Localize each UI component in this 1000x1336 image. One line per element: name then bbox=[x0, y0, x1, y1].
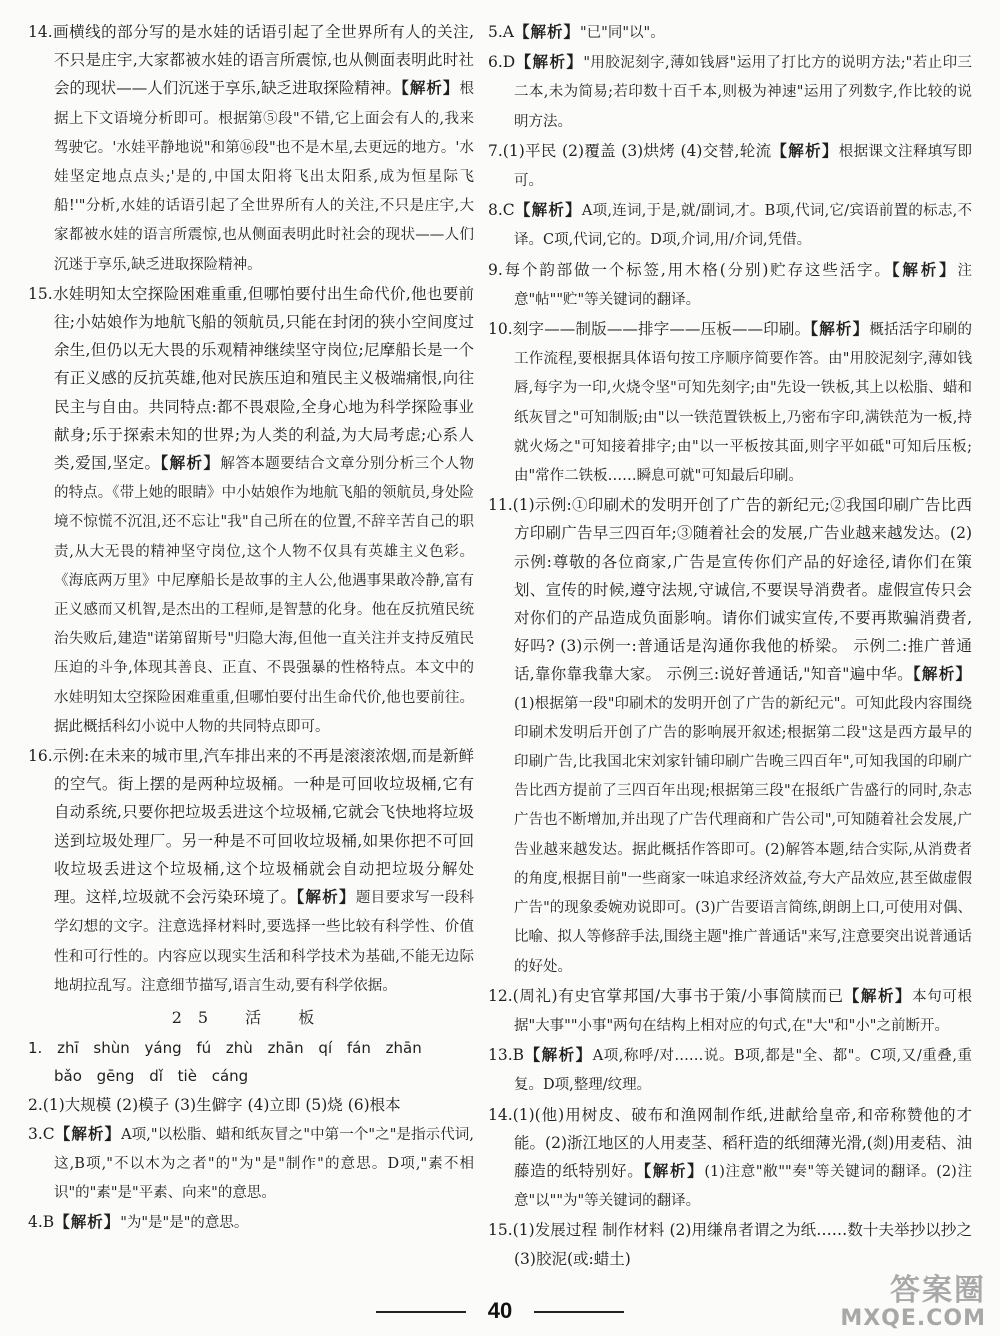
analysis-tag: 【解析】 bbox=[514, 200, 582, 220]
analysis-tag: 【解析】 bbox=[401, 78, 460, 98]
analysis-text: 根据课文注释填写即可。 bbox=[514, 143, 972, 190]
answer-text: C bbox=[42, 1124, 55, 1143]
answer-number: 6. bbox=[488, 53, 503, 72]
page-number: 40 bbox=[487, 1298, 513, 1323]
site-watermark bbox=[840, 1275, 986, 1330]
analysis-tag: 【解析】 bbox=[643, 1160, 705, 1180]
analysis-text: "为"是"是"的意思。 bbox=[120, 1215, 249, 1232]
analysis-text: 概括活字印刷的工作流程,要根据具体语句按工序顺序简要作答。由"用胶泥刻字,薄如钱唇,每字为一印,火烧令坚"可知先刻字;由"先设一铁板,其上以松脂、蜡和纸灰冒之"可知制版;由"以一铁范置铁板上,乃密布字印,满铁范为一板,持就火炀之"可知接着排字;由"以一平板按其面,则字平如砥"可知后压板;由"常作二铁板……瞬息可就"可知最后印刷。 bbox=[514, 322, 972, 485]
answer-text: (周礼)有史官掌邦国/大事书于策/小事简牍而已 bbox=[512, 986, 844, 1005]
analysis-text: A项,"以松脂、蜡和纸灰冒之"中第一个"之"是指示代词,这,B项,"不以木为之者"的"为"是"制作"的意思。D项,"素不相识"的"素"是"平素、向来"的意思。 bbox=[54, 1126, 474, 1202]
answer-item bbox=[28, 280, 474, 741]
analysis-text: "用胶泥刻字,薄如钱唇"运用了打比方的说明方法;"若止印三二本,未为简易;若印数十百千本,则极为神速"运用了列数字,作比较的说明方法。 bbox=[514, 55, 972, 130]
footer-rule-left bbox=[376, 1311, 466, 1313]
analysis-text: 解答本题要结合文章分别分析三个人物的特点。《带上她的眼睛》中小姑娘作为地航飞船的领航员,身处险境不惊慌不沉沮,还不忘让"我"自己所在的位置,不辞辛苦自己的职责,从大无畏的精神坚守岗位,这个人物不仅具有英雄主义色彩。《海底两万里》中尼摩船长是故事的主人公,他遇事果敢冷静,富有正义感而又机智,是杰出的工程师,是智慧的化身。他在反抗殖民统治失败后,建造"诺第留斯号"归隐大海,但他一直关注并支持反殖民压迫的斗争,体现其善良、正直、不畏强暴的性格特点。本文中的水娃明知太空探险困难重重,但哪怕要付出生命代价,他也要前往。据此概括科幻小说中人物的共同特点即可。 bbox=[54, 456, 474, 735]
left-column bbox=[28, 18, 474, 1239]
analysis-text: (1)注意"敝""奏"等关键词的翻译。(2)注意"以""为"等关键词的翻译。 bbox=[514, 1163, 972, 1210]
analysis-tag: 【解析】 bbox=[843, 985, 913, 1005]
answer-text: (1)平民 (2)覆盖 (3)烘烤 (4)交替,轮流 bbox=[502, 141, 772, 160]
answer-item bbox=[488, 1101, 972, 1216]
answer-text: 水娃明知太空探险困难重重,但哪怕要付出生命代价,他也要前往;小姑娘作为地航飞船的领航员,只能在封闭的狭小空间度过余生,但仍以无大畏的乐观精神继续坚守岗位;尼摩船长是一个有正义感的反抗英雄,他对民族压迫和殖民主义极端痛恨,向往民主与自由。共同特点:都不畏艰险,全身心地为科学探险事业献身;乐于探索未知的世界;为人类的利益,为大局考虑;心系人类,爱国,坚定。 bbox=[52, 284, 474, 473]
analysis-text: 本句可根据"大事""小事"两句在结构上相对应的句式,在"大"和"小"之前断开。 bbox=[514, 988, 972, 1034]
analysis-tag: 【解析】 bbox=[514, 22, 581, 41]
analysis-tag: 【解析】 bbox=[771, 140, 839, 160]
section-title: 25 活 板 bbox=[171, 1007, 331, 1027]
answer-item bbox=[488, 137, 972, 195]
analysis-tag: 【解析】 bbox=[54, 1123, 122, 1143]
answer-item bbox=[488, 256, 972, 314]
watermark-url: MXQE.COM bbox=[840, 1305, 986, 1331]
answer-item bbox=[488, 491, 972, 980]
analysis-tag: 【解析】 bbox=[810, 319, 870, 339]
answer-number: 2. bbox=[28, 1095, 43, 1114]
analysis-tag: 【解析】 bbox=[524, 1045, 593, 1065]
answer-number: 8. bbox=[488, 201, 503, 220]
answer-number: 11. bbox=[488, 496, 513, 515]
answer-item bbox=[28, 1120, 474, 1208]
answer-number: 5. bbox=[488, 23, 503, 41]
answer-number: 9. bbox=[488, 260, 503, 279]
analysis-tag: 【解析】 bbox=[54, 1212, 121, 1232]
analysis-text: "已"同"以"。 bbox=[580, 25, 665, 41]
analysis-text: 注意"帖""贮"等关键词的翻译。 bbox=[514, 262, 972, 308]
answer-text: C bbox=[502, 201, 515, 220]
analysis-tag: 【解析】 bbox=[912, 664, 972, 684]
answer-number: 7. bbox=[488, 141, 503, 160]
answer-item bbox=[28, 1208, 474, 1237]
answer-number: 12. bbox=[488, 986, 513, 1005]
answer-number: 15. bbox=[28, 284, 53, 303]
pinyin-answer-line-2: bǎo gēng dǐ tiè cáng bbox=[54, 1067, 249, 1086]
answer-item bbox=[488, 982, 972, 1040]
analysis-text: A项,连词,于是,就/副词,才。B项,代词,它/宾语前置的标志,不译。C项,代词,它的。D项,介词,用/介词,凭借。 bbox=[514, 203, 972, 249]
answer-text: B bbox=[42, 1213, 55, 1232]
answer-number: 16. bbox=[28, 747, 53, 766]
answer-text: 示例:在未来的城市里,汽车排出来的不再是滚滚浓烟,而是新鲜的空气。街上摆的是两种垃圾桶。一种是可回收垃圾桶,它有自动系统,只要你把垃圾丢进这个垃圾桶,它就会飞快地将垃圾送到垃圾处理厂。另一种是不可回收垃圾桶,如果你把不可回收垃圾丢进这个垃圾桶,这个垃圾桶就会自动把垃圾分解处理。这样,垃圾就不会污染环境了。 bbox=[52, 747, 474, 907]
answer-text: A bbox=[502, 23, 514, 41]
answer-text: (1)示例:①印刷术的发明开创了广告的新纪元;②我国印刷广告比西方印刷广告早三四百年;③随着社会的发展,广告业越来越发达。(2)示例:尊敬的各位商家,广告是宣传你们产品的好途径,请你们在策划、宣传的时候,遵守法规,守诚信,不要误导消费者。虚假宣传只会对你们的产品造成负面影响。请你们诚实宣传,不要再欺骗消费者,好吗? (3)示例一:普通话是沟通你我他的桥梁。 示例二:推广普通话,靠你靠我靠大家。 示例三:说好普通话,"知音"遍中华。 bbox=[512, 496, 972, 684]
right-answer-list bbox=[488, 18, 972, 1273]
answer-text: 画横线的部分写的是水娃的话语引起了全世界所有人的关注,不只是庄宇,大家都被水娃的语言所震惊,也从侧面表明此时社会的现状——人们沉迷于享乐,缺乏进取探险精神。 bbox=[52, 23, 474, 98]
pinyin-answer-line-1: 1. zhī shùn yáng fú zhù zhān qí fán zhān bbox=[28, 1039, 422, 1058]
analysis-tag: 【解析】 bbox=[160, 453, 221, 473]
answer-number: 10. bbox=[488, 320, 513, 339]
answer-text: (1)(他)用树皮、破布和渔网制作纸,进献给皇帝,和帝称赞他的才能。(2)浙江地区的人用麦茎、稻秆造的纸细薄光滑,(剡)用麦秸、油藤造的纸特别好。 bbox=[512, 1105, 972, 1180]
analysis-text: 根据上下文语境分析即可。根据第⑤段"不错,它上面会有人的,我来驾驶它。'水娃平静地说"和第⑯段"也不是木星,去更远的地方。'水娃坚定地点点头;'是的,中国太阳将飞出太阳系,成为恒星际飞船!'"分析,水娃的话语引起了全世界所有人的关注,不只是庄宇,大家都被水娃的语言所震惊,也从侧面表明此时社会的现状——人们沉迷于享乐,缺乏进取探险精神。 bbox=[54, 81, 474, 273]
answer-item bbox=[488, 315, 972, 490]
answer-item bbox=[488, 196, 972, 254]
answer-item bbox=[28, 18, 474, 279]
answer-number: 14. bbox=[488, 1105, 513, 1124]
answer-item bbox=[488, 18, 972, 47]
answer-item bbox=[488, 48, 972, 136]
right-column bbox=[488, 18, 972, 1274]
analysis-text: 题目要求写一段科学幻想的文字。注意选择材料时,要选择一些比较有科学性、价值性和可行性的。内容应以现实生活和科学技术为基础,不能无边际地胡拉乱写。注意细节描写,语言生动,要有科学依据。 bbox=[54, 890, 474, 994]
left-answer-list bbox=[28, 18, 474, 1000]
answer-number: 15. bbox=[488, 1221, 513, 1240]
answer-number: 3. bbox=[28, 1124, 43, 1143]
answer-text: (1)发展过程 制作材料 (2)用缣帛者谓之为纸……数十夫举抄以抄之 (3)胶泥(或:蜡土) bbox=[512, 1221, 972, 1268]
answer-number: 4. bbox=[28, 1213, 43, 1232]
answer-item bbox=[488, 1041, 972, 1099]
analysis-tag: 【解析】 bbox=[296, 887, 356, 907]
answer-text: (1)大规模 (2)模子 (3)生僻字 (4)立即 (5)烧 (6)根本 bbox=[42, 1095, 401, 1114]
analysis-tag: 【解析】 bbox=[891, 259, 958, 279]
answer-item bbox=[28, 1091, 474, 1119]
analysis-tag: 【解析】 bbox=[515, 52, 584, 72]
answer-item bbox=[488, 1216, 972, 1272]
answer-text: 每个韵部做一个标签,用木格(分别)贮存这些活字。 bbox=[502, 260, 892, 279]
answer-text: D bbox=[502, 53, 516, 72]
footer-rule-right bbox=[534, 1311, 624, 1313]
left-answer-list-2 bbox=[28, 1091, 474, 1238]
analysis-text: A项,称呼/对……说。B项,都是"全、都"。C项,又/重叠,重复。D项,整理/纹理。 bbox=[514, 1048, 972, 1094]
answer-item bbox=[28, 742, 474, 1000]
answer-number: 13. bbox=[488, 1046, 513, 1065]
answer-number: 14. bbox=[28, 23, 53, 41]
answer-text: 刻字——制版——排字——压板——印刷。 bbox=[512, 320, 811, 339]
answer-text: B bbox=[512, 1046, 525, 1065]
analysis-text: (1)根据第一段"印刷术的发明开创了广告的新纪元"。可知此段内容围绕印刷术发明后开创了广告的影响展开叙述;根据第二段"这是西方最早的印刷广告,比我国北宋刘家针铺印刷广告晚三四百年",可知我国的印刷广告比西方提前了三四百年出现;根据第三段"在报纸广告盛行的同时,杂志广告也不断增加,并出现了广告代理商和广告公司",可知随着社会发展,广告业越来越发达。据此概括作答即可。(2)解答本题,结合实际,从消费者的角度,根据目前"一些商家一味追求经济效益,夸大产品效应,甚至做虚假广告"的现象委婉劝说即可。(3)广告要语言简练,朗朗上口,可使用对偶、比喻、拟人等修辞手法,围绕主题"推广普通话"来写,注意要突出说普通话的好处。 bbox=[514, 695, 972, 975]
watermark-logo-text: 答案圈 bbox=[890, 1273, 986, 1309]
